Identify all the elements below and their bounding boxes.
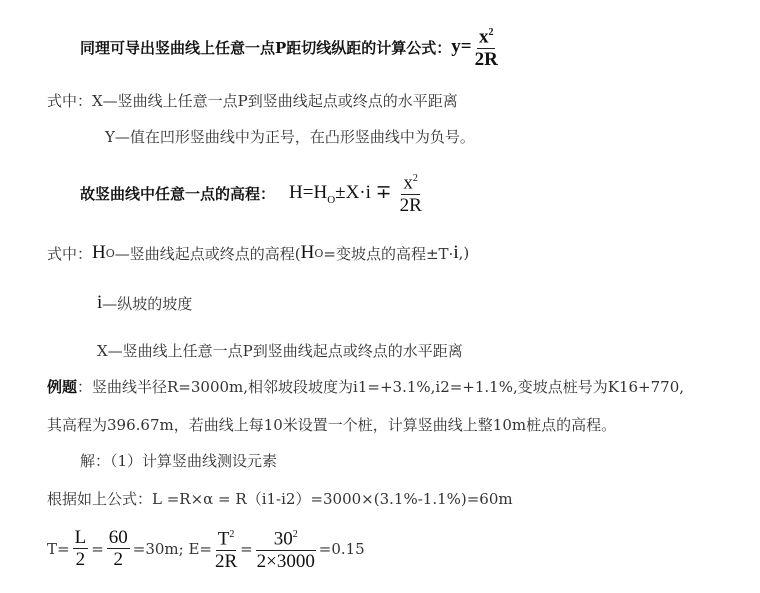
elevation-formula-line xyxy=(80,168,425,218)
text: =变坡点的高程±T· xyxy=(323,244,454,263)
definition-x-2: X—竖曲线上任意一点P到竖曲线起点或终点的水平距离 xyxy=(97,342,463,360)
denominator: 2R xyxy=(214,550,238,572)
symbol-h: H xyxy=(300,242,315,263)
t-e-calc xyxy=(47,524,365,574)
numerator: L xyxy=(74,526,87,548)
numerator: x xyxy=(478,26,489,48)
formula-y-lhs: y= xyxy=(451,36,472,57)
solution-step: 解：（1）计算竖曲线测设元素 xyxy=(80,452,278,470)
formula-y-label: 同理可导出竖曲线上任意一点P距切线纵距的计算公式： xyxy=(80,38,452,57)
denominator: 2×3000 xyxy=(256,550,315,572)
subscript: O xyxy=(105,246,115,260)
example-line-1 xyxy=(47,376,684,397)
definition-i xyxy=(97,292,192,314)
subscript: O xyxy=(327,193,336,206)
text: —纵坡的坡度 xyxy=(102,294,193,313)
exponent: 2 xyxy=(488,27,494,39)
denominator: 2 xyxy=(113,548,124,570)
fraction xyxy=(215,525,237,572)
numerator: 60 xyxy=(108,526,128,548)
definition-y: Y—值在凹形竖曲线中为正号，在凸形竖曲线中为负号。 xyxy=(105,128,475,146)
text: =0.15 xyxy=(318,540,365,558)
fraction-x2-2r xyxy=(475,23,498,70)
definition-h0 xyxy=(47,242,469,264)
text: ,) xyxy=(458,244,470,262)
numerator: 30 xyxy=(273,528,293,550)
formula-terms: ±X·i ∓ xyxy=(335,181,392,203)
formula-h: H=H xyxy=(289,181,328,203)
numerator: T xyxy=(217,528,230,550)
fraction-x2-2r xyxy=(400,169,422,216)
definition-x: 式中：X—竖曲线上任意一点P到竖曲线起点或终点的水平距离 xyxy=(47,92,458,110)
denominator: 2R xyxy=(399,194,422,216)
text: ：竖曲线半径R=3000m,相邻坡段坡度为i1=+3.1%,i2=+1.1%,变坡点桩号为K16+770, xyxy=(77,378,685,396)
exponent: 2 xyxy=(229,529,235,541)
symbol-h: H xyxy=(92,242,106,263)
exponent: 2 xyxy=(412,173,418,185)
length-calc: 根据如上公式：L =R×α = R（i1-i2）=3000×(3.1%-1.1%)=60m xyxy=(47,490,513,508)
text: = xyxy=(91,540,104,558)
label: 式中： xyxy=(47,244,93,263)
symbol-i: i xyxy=(97,292,103,313)
fraction xyxy=(73,528,89,571)
exponent: 2 xyxy=(292,529,298,541)
text: =30m; E= xyxy=(132,540,212,558)
symbol-i: i xyxy=(453,242,459,263)
subscript: O xyxy=(314,246,324,260)
text: —竖曲线起点或终点的高程( xyxy=(114,244,301,263)
example-label: 例题 xyxy=(47,378,78,396)
denominator: 2R xyxy=(474,48,498,70)
text: T= xyxy=(47,540,70,558)
example-line-2: 其高程为396.67m，若曲线上每10米设置一个桩，计算竖曲线上整10m桩点的高程。 xyxy=(47,416,617,434)
fraction xyxy=(256,525,316,572)
fraction xyxy=(107,528,130,571)
elevation-label: 故竖曲线中任意一点的高程： xyxy=(80,184,276,203)
formula-y-line xyxy=(80,22,501,72)
denominator: 2 xyxy=(75,548,86,570)
numerator: x xyxy=(403,172,413,194)
text: = xyxy=(240,540,253,558)
